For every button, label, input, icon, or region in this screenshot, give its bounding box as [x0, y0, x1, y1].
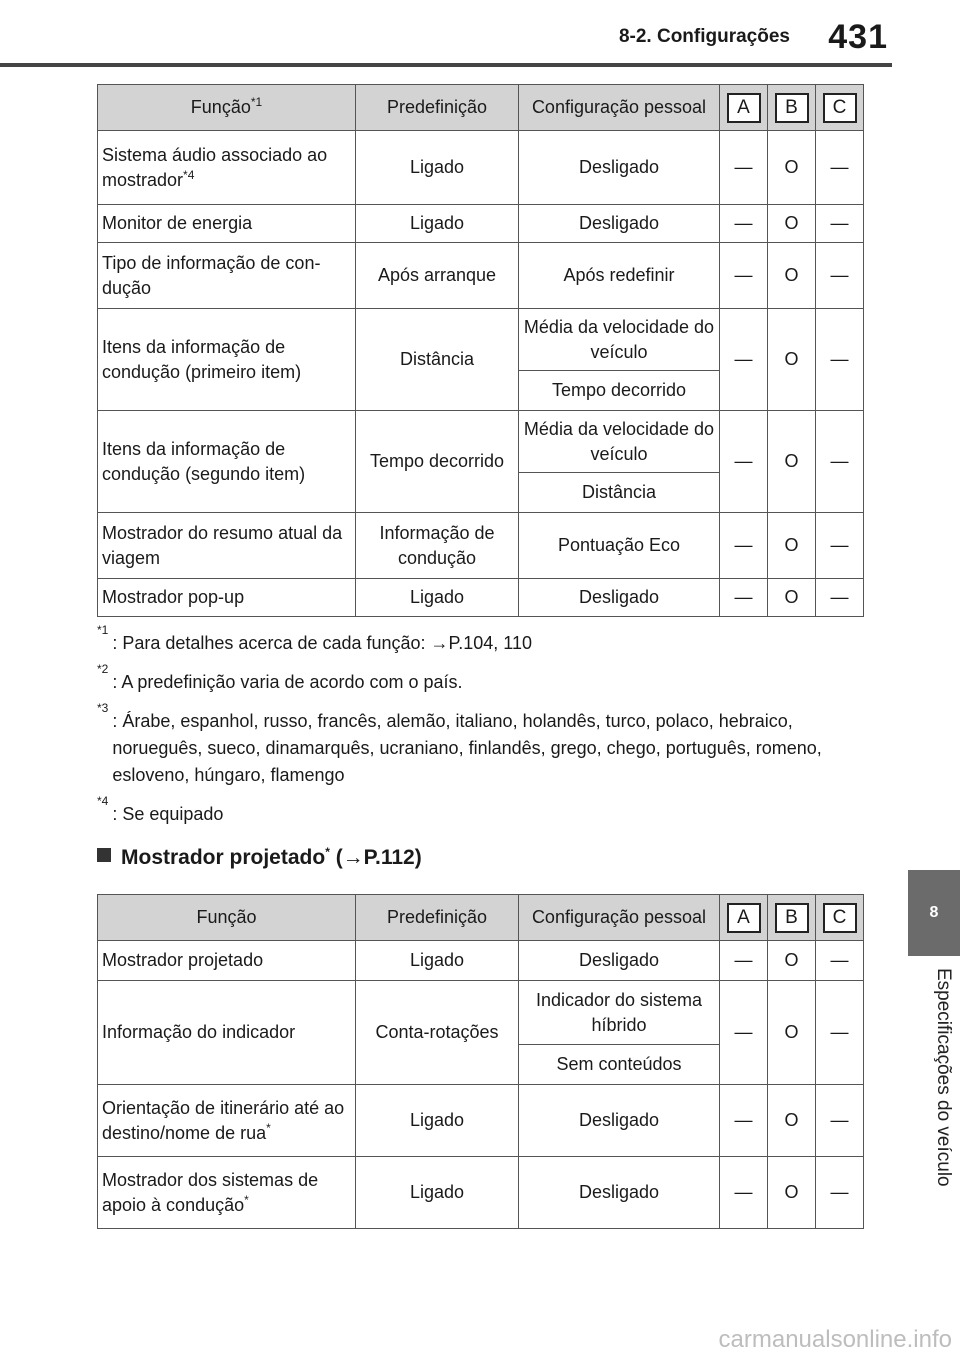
cell-conf: Pontuação Eco	[519, 513, 720, 579]
header-b: B	[768, 85, 816, 131]
cell-func: Mostrador projetado	[98, 941, 356, 981]
cell-c: —	[816, 411, 864, 513]
cell-b: O	[768, 1085, 816, 1157]
cell-conf: Após redefinir	[519, 243, 720, 309]
cell-func: Informação do indicador	[98, 981, 356, 1085]
footnote: *1 : Para detalhes acerca de cada função: →P.104, 110	[97, 623, 532, 653]
table-row	[98, 309, 864, 371]
cell-b: O	[768, 981, 816, 1085]
cell-func: Sistema áudio associado ao mostrador$^{*4}$	[98, 131, 356, 205]
cell-c: —	[816, 579, 864, 617]
header-rule	[0, 63, 892, 67]
cell-b: O	[768, 309, 816, 411]
cell-c: —	[816, 131, 864, 205]
footnote: *3 : Árabe, espanhol, russo, francês, alemão, italiano, holandês, turco, polaco, hebraico, norueguês, sueco, dinamarquês, ucraniano, finlandês, grego, chego, português, romeno, esloveno, húngaro, flamengo	[97, 701, 822, 785]
cell-b: O	[768, 411, 816, 513]
cell-c: —	[816, 1085, 864, 1157]
chapter-tab: 8	[908, 870, 960, 956]
cell-c: —	[816, 243, 864, 309]
header-c: C	[816, 85, 864, 131]
cell-c: —	[816, 513, 864, 579]
cell-b: O	[768, 131, 816, 205]
cell-pre: Ligado	[356, 1157, 519, 1229]
settings-table-1	[97, 84, 864, 617]
cell-a: —	[720, 981, 768, 1085]
cell-a: —	[720, 1085, 768, 1157]
table-row	[98, 513, 864, 579]
cell-b: O	[768, 243, 816, 309]
header-config: Configuração pessoal	[519, 895, 720, 941]
chapter-label: Especificações do veículo	[933, 968, 954, 1187]
header-predefinicao: Predefinição	[356, 85, 519, 131]
cell-func: Itens da informação de condução (segundo item)	[98, 411, 356, 513]
header-funcao: Função	[98, 895, 356, 941]
cell-pre: Após arranque	[356, 243, 519, 309]
header-c: C	[816, 895, 864, 941]
section-heading: 8-2. Configurações	[618, 26, 790, 47]
cell-pre: Ligado	[356, 579, 519, 617]
cell-func: Orientação de itinerário até ao destino/nome de rua*	[98, 1085, 356, 1157]
cell-conf: Desligado	[519, 131, 720, 205]
table-header-row	[98, 85, 864, 131]
section-title: Mostrador projetado* (→P.112)	[97, 846, 422, 870]
table-row	[98, 981, 864, 1045]
header-a: A	[720, 85, 768, 131]
cell-a: —	[720, 579, 768, 617]
header-predefinicao: Predefinição	[356, 895, 519, 941]
table-row	[98, 243, 864, 309]
table-row	[98, 411, 864, 473]
cell-a: —	[720, 941, 768, 981]
cell-b: O	[768, 205, 816, 243]
cell-a: —	[720, 1157, 768, 1229]
cell-b: O	[768, 513, 816, 579]
cell-conf: Distância	[519, 473, 720, 513]
cell-pre: Ligado	[356, 205, 519, 243]
cell-pre: Informação de condução	[356, 513, 519, 579]
cell-func: Mostrador dos sistemas de apoio à condução*	[98, 1157, 356, 1229]
header-config: Configuração pessoal	[519, 85, 720, 131]
cell-func: Mostrador pop-up	[98, 579, 356, 617]
header-funcao: Função$^{*1}$	[98, 85, 356, 131]
table-row	[98, 579, 864, 617]
cell-c: —	[816, 941, 864, 981]
bullet-square-icon	[97, 848, 111, 862]
cell-a: —	[720, 131, 768, 205]
table-row	[98, 205, 864, 243]
cell-func: Mostrador do resumo atual da viagem	[98, 513, 356, 579]
cell-pre: Ligado	[356, 1085, 519, 1157]
cell-pre: Ligado	[356, 941, 519, 981]
table-row	[98, 1157, 864, 1229]
cell-func: Tipo de informação de con-dução	[98, 243, 356, 309]
cell-c: —	[816, 981, 864, 1085]
cell-a: —	[720, 411, 768, 513]
cell-b: O	[768, 941, 816, 981]
cell-func: Monitor de energia	[98, 205, 356, 243]
cell-conf: Desligado	[519, 1157, 720, 1229]
cell-a: —	[720, 205, 768, 243]
cell-a: —	[720, 309, 768, 411]
cell-pre: Tempo decorrido	[356, 411, 519, 513]
cell-conf: Desligado	[519, 1085, 720, 1157]
cell-c: —	[816, 205, 864, 243]
cell-conf: Média da velocidade do veículo	[519, 309, 720, 371]
cell-c: —	[816, 1157, 864, 1229]
cell-a: —	[720, 243, 768, 309]
cell-pre: Ligado	[356, 131, 519, 205]
cell-conf: Tempo decorrido	[519, 371, 720, 411]
cell-conf: Desligado	[519, 579, 720, 617]
cell-conf: Desligado	[519, 941, 720, 981]
table-row	[98, 131, 864, 205]
cell-conf: Indicador do sistema híbrido	[519, 981, 720, 1045]
header-a: A	[720, 895, 768, 941]
cell-conf: Desligado	[519, 205, 720, 243]
footnote: *2 : A predefinição varia de acordo com o país.	[97, 662, 463, 692]
table-row	[98, 1085, 864, 1157]
table-header-row	[98, 895, 864, 941]
cell-b: O	[768, 579, 816, 617]
page-number: 431	[828, 18, 888, 56]
watermark: carmanualsonline.info	[718, 1326, 952, 1353]
cell-pre: Distância	[356, 309, 519, 411]
cell-c: —	[816, 309, 864, 411]
cell-pre: Conta-rotações	[356, 981, 519, 1085]
header-b: B	[768, 895, 816, 941]
footnote: *4 : Se equipado	[97, 794, 224, 824]
footnotes	[97, 623, 867, 840]
cell-func: Itens da informação de condução (primeiro item)	[98, 309, 356, 411]
cell-b: O	[768, 1157, 816, 1229]
table-row	[98, 941, 864, 981]
settings-table-2	[97, 894, 864, 1229]
cell-conf: Sem conteúdos	[519, 1045, 720, 1085]
cell-conf: Média da velocidade do veículo	[519, 411, 720, 473]
cell-a: —	[720, 513, 768, 579]
